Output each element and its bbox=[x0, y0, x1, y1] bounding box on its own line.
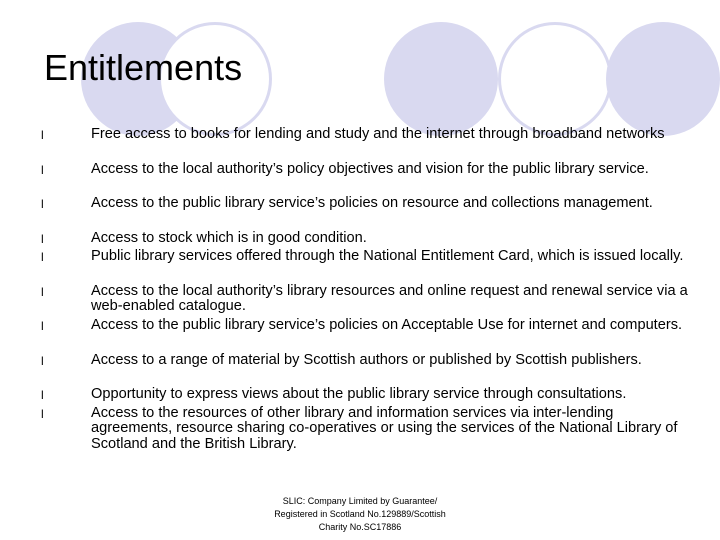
bullet-text: Free access to books for lending and study and the internet through broadband networks bbox=[91, 126, 665, 142]
bullet-icon: l bbox=[41, 162, 44, 177]
bullet-icon: l bbox=[41, 197, 44, 211]
bullet-icon: l bbox=[41, 284, 44, 299]
bullet-icon: l bbox=[41, 319, 44, 333]
list-item bbox=[0, 406, 720, 453]
list-item bbox=[0, 353, 720, 388]
footer-line: SLIC: Company Limited by Guarantee/ bbox=[282, 496, 438, 506]
list-item bbox=[0, 127, 720, 162]
bullet-icon: l bbox=[41, 231, 44, 246]
bullet-icon: l bbox=[41, 128, 44, 142]
list-item bbox=[0, 318, 720, 353]
decorative-ring bbox=[498, 22, 612, 136]
list-item bbox=[0, 249, 720, 284]
decorative-circle bbox=[606, 22, 720, 136]
list-item bbox=[0, 196, 720, 231]
bullet-text: Access to the local authority’s policy objectives and vision for the public library service. bbox=[91, 160, 649, 177]
bullet-text: Access to the public library service’s policies on resource and collections management. bbox=[91, 195, 653, 211]
bullet-icon: l bbox=[41, 388, 44, 402]
bullet-icon: l bbox=[41, 406, 44, 421]
bullet-text: Access to the local authority’s library resources and online request and renewal service via a web-enabled catalogue. bbox=[91, 282, 688, 314]
list-item bbox=[0, 162, 720, 197]
slide-title: Entitlements bbox=[44, 47, 243, 88]
list-item bbox=[0, 387, 720, 406]
bullet-text: Access to stock which is in good condition. bbox=[91, 229, 367, 246]
bullet-text: Access to the public library service’s policies on Acceptable Use for internet and computers. bbox=[91, 317, 683, 333]
bullet-icon: l bbox=[41, 250, 44, 264]
bullet-text: Opportunity to express views about the public library service through consultations. bbox=[91, 386, 627, 402]
list-item bbox=[0, 231, 720, 250]
list-item bbox=[0, 284, 720, 319]
bullet-icon: l bbox=[41, 353, 44, 368]
decorative-circle bbox=[384, 22, 498, 136]
bullet-text: Access to the resources of other library and information services via inter-lending agreements, resource sharing co-operatives or using the services of the National Library of Scotland and the British Library. bbox=[91, 404, 678, 452]
footer-line: Charity No.SC17886 bbox=[318, 522, 402, 532]
bullet-text: Public library services offered through the National Entitlement Card, which is issued locally. bbox=[91, 248, 684, 264]
bullet-list bbox=[0, 127, 720, 452]
bullet-text: Access to a range of material by Scottish authors or published by Scottish publishers. bbox=[91, 351, 642, 368]
footer-note bbox=[210, 495, 510, 534]
footer-line: Registered in Scotland No.129889/Scottish bbox=[274, 509, 446, 519]
